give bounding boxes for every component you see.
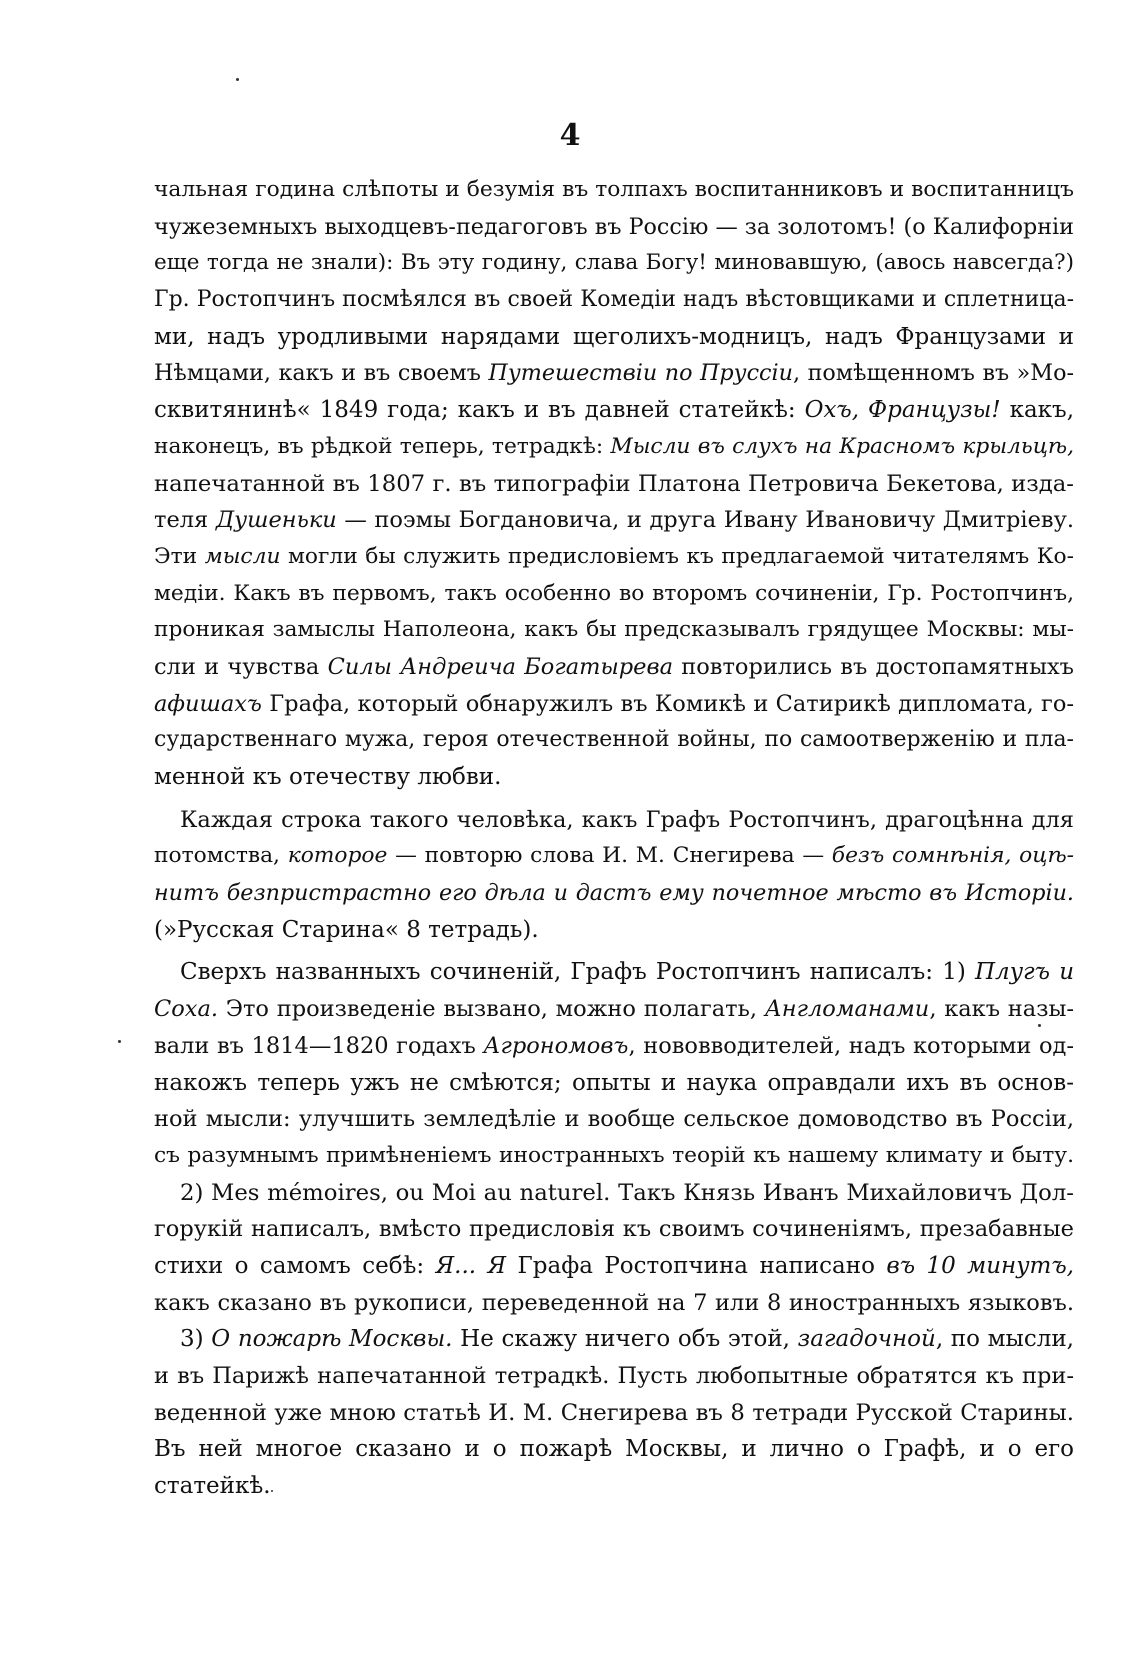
text-segment: проникая замыслы Наполеона, какъ бы предсказывалъ грядущее Москвы: мы- — [154, 617, 1074, 643]
text-line — [154, 502, 1074, 539]
body-text — [154, 172, 1074, 1505]
text-line — [154, 991, 1074, 1028]
text-line — [154, 1468, 1074, 1505]
text-line — [154, 1285, 1074, 1322]
text-segment: , нововводителей, надъ которыми од- — [628, 1032, 1075, 1059]
text-segment: потомства, — [154, 843, 288, 869]
text-line — [154, 649, 1074, 686]
text-line — [154, 722, 1074, 759]
text-segment: 3) — [180, 1326, 212, 1353]
text-line — [154, 1358, 1074, 1395]
text-segment: еще тогда не знали): Въ эту годину, слава Богу! миновавшую, (авось навсегда?) — [154, 250, 1074, 276]
text-segment: сударственнаго мужа, героя отечественной войны, по самоотверженію и пла- — [154, 727, 1074, 753]
text-line — [154, 245, 1074, 282]
italic-text-segment: Мысли въ слухъ на Красномъ крыльцѣ, — [610, 433, 1075, 459]
text-line — [154, 429, 1074, 466]
text-segment: наконецъ, въ рѣдкой теперь, тетрадкѣ: — [154, 433, 611, 459]
text-line — [154, 1138, 1074, 1175]
text-segment: Нѣмцами, какъ и въ своемъ — [154, 360, 489, 387]
italic-text-segment: Англоманами — [764, 996, 930, 1023]
text-segment: (»Русская Старина« 8 тетрадь). — [154, 916, 539, 943]
text-line — [154, 392, 1074, 429]
italic-text-segment: которое — [287, 843, 388, 869]
text-segment: какъ, — [1000, 397, 1075, 424]
text-line — [154, 172, 1074, 209]
text-line — [154, 612, 1074, 649]
text-segment: съ разумнымъ примѣненіемъ иностранныхъ теорій къ нашему климату и быту. — [154, 1142, 1074, 1168]
text-segment: напечатанной въ 1807 г. въ типографіи Платона Петровича Бекетова, изда- — [154, 470, 1074, 497]
text-line — [154, 539, 1074, 576]
page-number: 4 — [559, 118, 581, 153]
italic-text-segment: Охъ, Французы! — [804, 397, 1001, 424]
text-line — [154, 1211, 1074, 1248]
ink-speck — [236, 78, 239, 81]
text-segment: Гр. Ростопчинъ посмѣялся въ своей Комедіи надъ вѣстовщиками и сплетница- — [154, 287, 1074, 313]
text-line — [154, 1065, 1074, 1102]
ink-speck — [118, 1040, 121, 1043]
text-segment: чальная година слѣпоты и безумія въ толпахъ воспитанниковъ и воспитанницъ — [154, 177, 1074, 202]
text-segment: Въ ней многое сказано и о пожарѣ Москвы, и лично о Графѣ, и о его — [154, 1436, 1074, 1463]
text-line — [154, 466, 1074, 503]
text-line — [154, 875, 1074, 912]
italic-text-segment: мысли — [204, 543, 281, 569]
text-line — [154, 954, 1074, 991]
italic-text-segment: Соха. — [154, 996, 219, 1023]
text-line — [154, 1175, 1074, 1212]
text-segment: 2) Mes mémoires, ou Moi au naturel. Такъ Князь Иванъ Михайловичъ Дол- — [180, 1179, 1074, 1206]
italic-text-segment: Агрономовъ — [483, 1032, 629, 1059]
text-segment: веденной уже мною статьѣ И. М. Снегирева въ 8 тетради Русской Старины. — [154, 1399, 1074, 1426]
italic-text-segment: Плугъ и — [975, 959, 1075, 986]
italic-text-segment: О пожарѣ Москвы. — [211, 1326, 453, 1353]
text-line — [154, 282, 1074, 319]
text-segment: могли бы служить предисловіемъ къ предлагаемой читателямъ Ко- — [280, 543, 1074, 569]
text-segment: ми, надъ уродливыми нарядами щеголихъ-модницъ, надъ Французами и — [154, 323, 1074, 350]
text-line — [154, 1248, 1074, 1285]
text-line — [154, 576, 1074, 613]
italic-text-segment: въ 10 минутъ, — [886, 1252, 1074, 1279]
text-segment: теля — [154, 507, 216, 534]
text-line — [154, 802, 1074, 839]
text-line — [154, 1028, 1074, 1065]
text-line — [154, 319, 1074, 356]
text-line — [154, 686, 1074, 723]
text-segment: Не скажу ничего объ этой, — [452, 1326, 798, 1353]
text-segment: , помѣщенномъ въ »Мо- — [792, 360, 1074, 387]
text-line — [154, 759, 1074, 796]
text-segment: Эти — [154, 543, 205, 569]
text-line — [154, 838, 1074, 875]
italic-text-segment: нитъ безпристрастно его дѣла и дастъ ему почетное мѣсто въ Исторіи. — [154, 880, 1074, 907]
text-segment: Графа Ростопчина написано — [506, 1252, 887, 1279]
text-segment: стихи о самомъ себѣ: — [154, 1252, 436, 1279]
text-segment: повторились въ достопамятныхъ — [673, 653, 1074, 680]
text-line — [154, 1395, 1074, 1432]
italic-text-segment: Я... Я — [435, 1252, 507, 1279]
text-segment: сквитянинѣ« 1849 года; какъ и въ давней статейкѣ: — [154, 397, 805, 424]
text-segment: — поэмы Богдановича, и друга Ивану Ивановичу Дмитріеву. — [336, 507, 1074, 534]
text-segment: ной мысли: улучшить земледѣліе и вообще сельское домоводство въ Россіи, — [154, 1106, 1074, 1133]
text-segment: накожъ теперь ужъ не смѣются; опыты и наука оправдали ихъ въ основ- — [154, 1069, 1074, 1096]
text-segment: Графа, который обнаружилъ въ Комикѣ и Сатирикѣ дипломата, го- — [261, 690, 1074, 717]
text-line — [154, 1431, 1074, 1468]
text-segment: статейкѣ. — [154, 1473, 271, 1500]
italic-text-segment: Душеньки — [215, 507, 337, 534]
text-line — [154, 209, 1074, 246]
text-segment: Сверхъ названныхъ сочиненій, Графъ Ростопчинъ написалъ: 1) — [180, 959, 975, 986]
text-segment: горукій написалъ, вмѣсто предисловія къ своимъ сочиненіямъ, презабавные — [154, 1216, 1074, 1243]
text-line — [154, 355, 1074, 392]
text-segment: , какъ назы- — [929, 996, 1074, 1023]
text-segment: , по мысли, — [935, 1326, 1074, 1353]
text-line — [154, 1101, 1074, 1138]
text-line — [154, 912, 1074, 949]
text-segment: вали въ 1814—1820 годахъ — [154, 1032, 484, 1059]
text-segment: сли и чувства — [154, 653, 328, 680]
text-line — [154, 1321, 1074, 1358]
italic-text-segment: безъ сомнѣнія, оцѣ- — [831, 843, 1074, 869]
italic-text-segment: афишахъ — [154, 690, 262, 717]
text-segment: чужеземныхъ выходцевъ-педагоговъ въ Россію — за золотомъ! (о Калифорніи — [154, 213, 1074, 240]
italic-text-segment: Силы Андреича Богатырева — [327, 653, 673, 680]
text-segment: — повторю слова И. М. Снегирева — — [387, 843, 832, 869]
text-segment: и въ Парижѣ напечатанной тетрадкѣ. Пусть любопытные обратятся къ при- — [154, 1363, 1074, 1389]
italic-text-segment: Путешествіи по Пруссіи — [488, 360, 793, 387]
text-segment: Это произведеніе вызвано, можно полагать, — [218, 996, 765, 1023]
text-segment: медіи. Какъ въ первомъ, такъ особенно во второмъ сочиненіи, Гр. Ростопчинъ, — [154, 580, 1074, 606]
text-segment: Каждая строка такого человѣка, какъ Графъ Ростопчинъ, драгоцѣнна для — [180, 806, 1074, 833]
text-segment: какъ сказано въ рукописи, переведенной на 7 или 8 иностранныхъ языковъ. — [154, 1289, 1074, 1316]
italic-text-segment: загадочной — [797, 1326, 936, 1353]
text-segment: менной къ отечеству любви. — [154, 764, 502, 790]
